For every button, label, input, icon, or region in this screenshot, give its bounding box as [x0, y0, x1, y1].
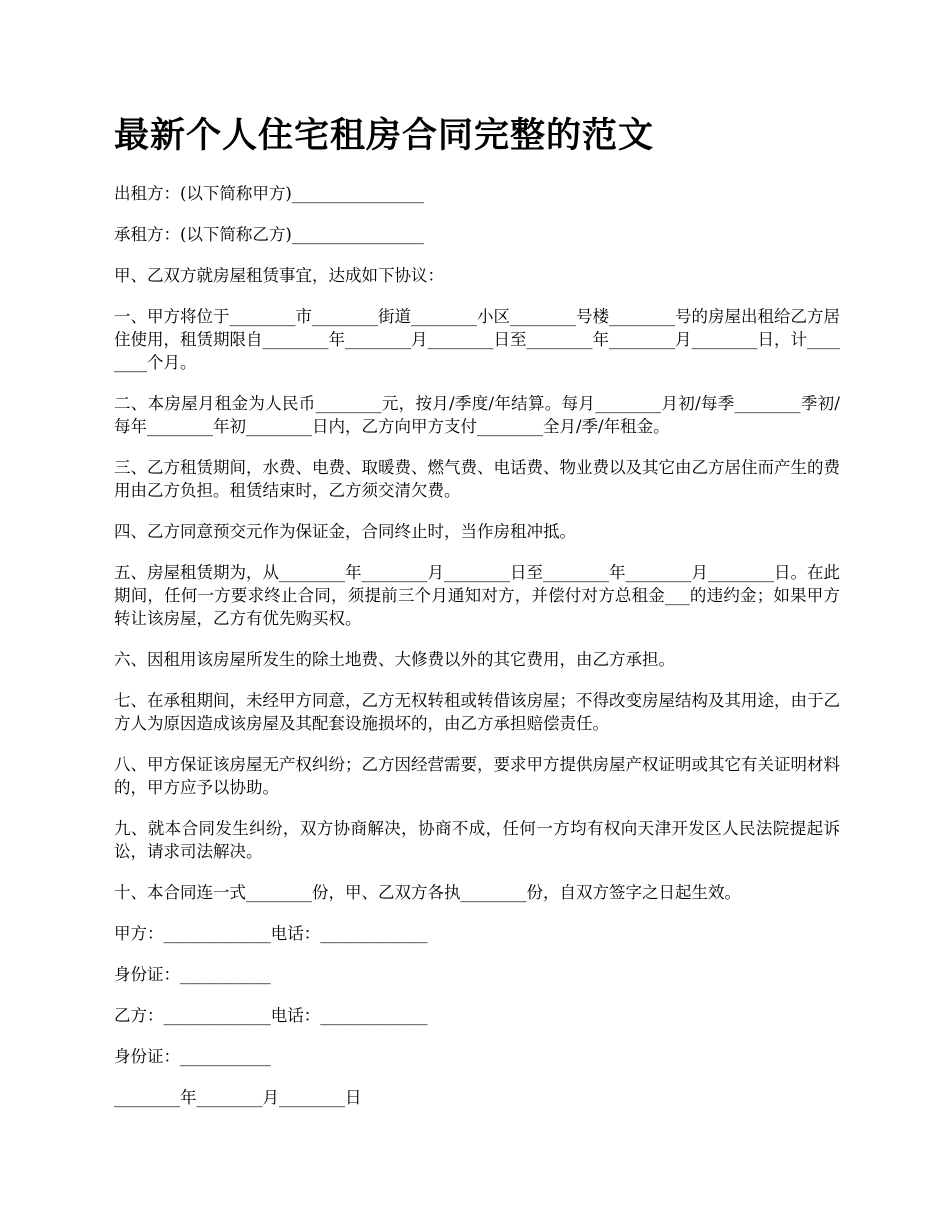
clause-1: 一、甲方将位于________市________街道________小区________号楼________号的房屋出租给乙方居住使用，租赁期限自________年________月________日至________年________月________日，计________个月。 — [114, 307, 840, 372]
clause-5: 五、房屋租赁期为，从________年________月________日至________年________月________日。在此期间，任何一方要求终止合同，须提前三个月通知对方，并偿付对方总租金___的违约金；如果甲方转让该房屋，乙方有优先购买权。 — [114, 563, 840, 628]
party-b-id: 身份证：___________ — [114, 1047, 271, 1066]
lessee-line: 承租方：(以下简称乙方)________________ — [114, 225, 424, 244]
party-a-signature: 甲方：_____________电话：_____________ — [114, 924, 428, 943]
lessor-line: 出租方：(以下简称甲方)________________ — [114, 184, 424, 203]
intro-line: 甲、乙双方就房屋租赁事宜，达成如下协议： — [114, 266, 444, 285]
clause-7: 七、在承租期间，未经甲方同意，乙方无权转租或转借该房屋；不得改变房屋结构及其用途，由于乙方人为原因造成该房屋及其配套设施损坏的，由乙方承担赔偿责任。 — [114, 691, 840, 733]
clause-3: 三、乙方租赁期间，水费、电费、取暖费、燃气费、电话费、物业费以及其它由乙方居住而产生的费用由乙方负担。租赁结束时，乙方须交清欠费。 — [114, 458, 840, 500]
clause-9: 九、就本合同发生纠纷，双方协商解决，协商不成，任何一方均有权向天津开发区人民法院提起诉讼，请求司法解决。 — [114, 819, 840, 861]
signing-date: ________年________月________日 — [114, 1088, 362, 1107]
clause-4: 四、乙方同意预交元作为保证金，合同终止时，当作房租冲抵。 — [114, 522, 576, 541]
clause-8: 八、甲方保证该房屋无产权纠纷；乙方因经营需要，要求甲方提供房屋产权证明或其它有关证明材料的，甲方应予以协助。 — [114, 755, 840, 797]
party-b-signature: 乙方：_____________电话：_____________ — [114, 1006, 428, 1025]
clause-10: 十、本合同连一式________份，甲、乙双方各执________份，自双方签字之日起生效。 — [114, 883, 741, 902]
clause-6: 六、因租用该房屋所发生的除土地费、大修费以外的其它费用，由乙方承担。 — [114, 650, 675, 669]
clause-2: 二、本房屋月租金为人民币________元，按月/季度/年结算。每月________月初/每季________季初/每年________年初________日内，乙方向甲方支付________全月/季/年租金。 — [114, 394, 840, 436]
document-title: 最新个人住宅租房合同完整的范文 — [114, 116, 655, 156]
party-a-id: 身份证：___________ — [114, 965, 271, 984]
document-page — [114, 112, 840, 1127]
